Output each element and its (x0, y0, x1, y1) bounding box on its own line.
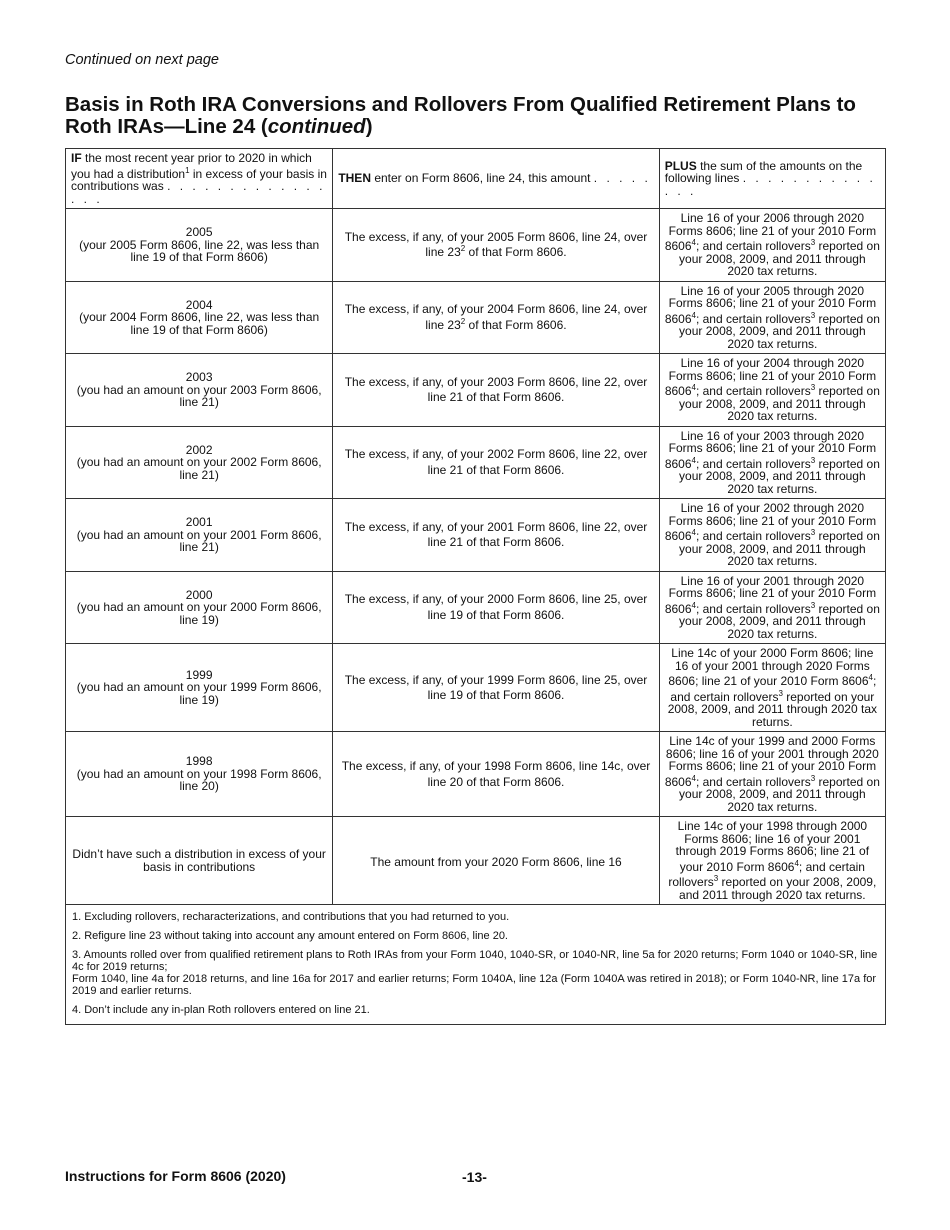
header-then: THEN enter on Form 8606, line 24, this amount . . . . . (333, 149, 659, 209)
plus-cell: Line 14c of your 2000 Form 8606; line 16 of your 2001 through 2020 Forms 8606; line 21 of your 2010 Form 8606$^4$; and certain rollovers$^3$ reported on your 2008, 2009, and 2011 through 2020 tax returns. (659, 644, 885, 732)
plus-cell: Line 16 of your 2003 through 2020 Forms 8606; line 21 of your 2010 Form 8606$^4$; and certain rollovers$^3$ reported on your 2008, 2009, and 2011 through 2020 tax returns. (659, 426, 885, 499)
condition: Didn’t have such a distribution in excess of your basis in contributions (72, 847, 326, 874)
header-plus: PLUS the sum of the amounts on the following lines . . . . . . . . . . . . . . (659, 149, 885, 209)
year: 1998 (185, 754, 213, 769)
year: 2000 (185, 587, 213, 602)
footnote-4: 4. Don’t include any in-plan Roth rollovers entered on line 21. (72, 1004, 370, 1016)
then-cell: The excess, if any, of your 2005 Form 8606, line 24, over line $23^2$ of that Form 8606. (333, 209, 659, 282)
continued-note: Continued on next page (65, 52, 219, 68)
table-row (66, 817, 886, 905)
condition: (you had an amount on your 2001 Form 8606, line 21) (76, 527, 322, 554)
footnote-1: 1. Excluding rollovers, recharacterizations, and contributions that you had returned to you. (72, 911, 510, 923)
if-cell (66, 644, 333, 732)
footnote-3: 3. Amounts rolled over from qualified retirement plans to Roth IRAs from your Form 1040, 1040-SR, or 1040-NR, line 5a for 2020 returns; Form 1040 or 1040-SR, line 4c for 2019 returns; Form 1040, line 4a for 2018 returns, and line 16a for 2017 and earlier returns; Form 1040A, line 12a (Form 1040A was retired in 2018); or Form 1040-NR, line 17a for 2019 and earlier returns. (72, 949, 878, 997)
header-row (66, 149, 886, 209)
footnotes-row (66, 905, 886, 1025)
condition: (you had an amount on your 2000 Form 8606, line 19) (76, 600, 322, 627)
then-cell: The excess, if any, of your 1999 Form 8606, line 25, over line 19 of that Form 8606. (333, 644, 659, 732)
condition: (you had an amount on your 1999 Form 8606, line 19) (76, 680, 322, 707)
condition: (your 2005 Form 8606, line 22, was less than line 19 of that Form 8606) (79, 237, 320, 264)
then-cell: The excess, if any, of your 1998 Form 8606, line 14c, over line 20 of that Form 8606. (333, 732, 659, 817)
year: 2005 (185, 225, 213, 239)
if-cell (66, 209, 333, 282)
table-row (66, 732, 886, 817)
basis-table (65, 148, 886, 1025)
then-cell: The amount from your 2020 Form 8606, line 16 (333, 817, 659, 905)
footnote-2: 2. Refigure line 23 without taking into account any amount entered on Form 8606, line 20. (72, 930, 508, 942)
then-cell: The excess, if any, of your 2000 Form 8606, line 25, over line 19 of that Form 8606. (333, 571, 659, 644)
title-close: ) (365, 115, 373, 138)
year: 1999 (185, 667, 213, 682)
if-cell (66, 354, 333, 427)
condition: (you had an amount on your 2002 Form 8606, line 21) (76, 455, 322, 482)
then-cell: The excess, if any, of your 2002 Form 8606, line 22, over line 21 of that Form 8606. (333, 426, 659, 499)
table-row (66, 644, 886, 732)
footer-form-title: Instructions for Form 8606 (2020) (65, 1168, 286, 1184)
if-cell (66, 281, 333, 354)
header-if: IF the most recent year prior to 2020 in which you had a distribution$^1$ in excess of your basis in contributions was . . . . . . . . . . . . . . . . (66, 149, 333, 209)
title-main: Basis in Roth IRA Conversions and Rollovers From Qualified Retirement Plans to Roth IRAs—Line 24 ( (65, 93, 856, 138)
condition: (you had an amount on your 2003 Form 8606, line 21) (76, 382, 322, 409)
condition: (you had an amount on your 1998 Form 8606, line 20) (76, 766, 322, 794)
table-row (66, 571, 886, 644)
if-cell (66, 732, 333, 817)
if-cell (66, 817, 333, 905)
if-cell (66, 426, 333, 499)
section-title (65, 94, 895, 138)
year: 2003 (185, 370, 213, 384)
table-row (66, 426, 886, 499)
title-italic: continued (267, 115, 366, 138)
table-row (66, 209, 886, 282)
if-cell (66, 499, 333, 572)
plus-cell: Line 16 of your 2001 through 2020 Forms 8606; line 21 of your 2010 Form 8606$^4$; and certain rollovers$^3$ reported on your 2008, 2009, and 2011 through 2020 tax returns. (659, 571, 885, 644)
then-cell: The excess, if any, of your 2003 Form 8606, line 22, over line 21 of that Form 8606. (333, 354, 659, 427)
table-row (66, 281, 886, 354)
footnotes-cell (66, 905, 886, 1025)
plus-cell: Line 16 of your 2004 through 2020 Forms 8606; line 21 of your 2010 Form 8606$^4$; and certain rollovers$^3$ reported on your 2008, 2009, and 2011 through 2020 tax returns. (659, 354, 885, 427)
plus-cell: Line 16 of your 2006 through 2020 Forms 8606; line 21 of your 2010 Form 8606$^4$; and certain rollovers$^3$ reported on your 2008, 2009, and 2011 through 2020 tax returns. (659, 209, 885, 282)
year: 2004 (185, 297, 213, 312)
then-cell: The excess, if any, of your 2001 Form 8606, line 22, over line 21 of that Form 8606. (333, 499, 659, 572)
table-row (66, 354, 886, 427)
year: 2002 (185, 442, 213, 457)
then-cell: The excess, if any, of your 2004 Form 8606, line 24, over line $23^2$ of that Form 8606. (333, 281, 659, 354)
plus-cell: Line 14c of your 1999 and 2000 Forms 8606; line 16 of your 2001 through 2020 Forms 8606; line 21 of your 2010 Form 8606$^4$; and certain rollovers$^3$ reported on your 2008, 2009, and 2011 through 2020 tax returns. (659, 732, 885, 817)
plus-cell: Line 14c of your 1998 through 2000 Forms 8606; line 16 of your 2001 through 2019 Forms 8606; line 21 of your 2010 Form 8606$^4$; and certain rollovers$^3$ reported on your 2008, 2009, and 2011 through 2020 tax returns. (659, 817, 885, 905)
page-number: -13- (462, 1169, 487, 1185)
if-cell (66, 571, 333, 644)
plus-cell: Line 16 of your 2005 through 2020 Forms 8606; line 21 of your 2010 Form 8606$^4$; and certain rollovers$^3$ reported on your 2008, 2009, and 2011 through 2020 tax returns. (659, 281, 885, 354)
condition: (your 2004 Form 8606, line 22, was less than line 19 of that Form 8606) (79, 310, 320, 337)
plus-cell: Line 16 of your 2002 through 2020 Forms 8606; line 21 of your 2010 Form 8606$^4$; and certain rollovers$^3$ reported on your 2008, 2009, and 2011 through 2020 tax returns. (659, 499, 885, 572)
year: 2001 (185, 515, 213, 529)
table-row (66, 499, 886, 572)
